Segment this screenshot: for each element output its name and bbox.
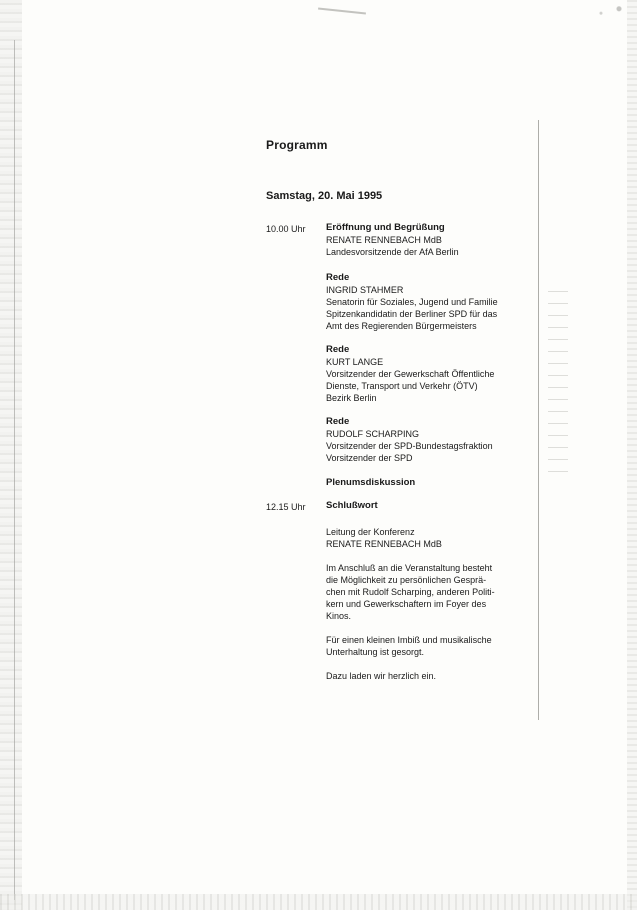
- session1-time: 10.00 Uhr: [266, 224, 306, 234]
- invitation-paragraph: [326, 670, 536, 682]
- speech1-line: Amt des Regierenden Bürgermeisters: [326, 321, 477, 331]
- program-date: Samstag, 20. Mai 1995: [266, 190, 383, 202]
- page-vertical-rule: [538, 120, 539, 720]
- opening-name: RENATE RENNEBACH MdB: [326, 235, 442, 245]
- snack-paragraph: [326, 634, 536, 658]
- invitation-line: Dazu laden wir herzlich ein.: [326, 671, 437, 681]
- speech2-block: [326, 344, 536, 404]
- chair-label: Leitung der Konferenz: [326, 527, 415, 537]
- info-line: Im Anschluß an die Veranstaltung besteht: [326, 563, 493, 573]
- info-line: Kinos.: [326, 611, 352, 621]
- speech2-line: Bezirk Berlin: [326, 393, 377, 403]
- scan-edge-bottom: [0, 894, 637, 910]
- scan-stroke: [318, 7, 366, 14]
- speech1-block: [326, 272, 536, 332]
- speech3-name: RUDOLF SCHARPING: [326, 429, 420, 439]
- info-line: chen mit Rudolf Scharping, anderen Politi-: [326, 587, 495, 597]
- speech1-heading: Rede: [326, 272, 350, 283]
- speech1-line: Senatorin für Soziales, Jugend und Familie: [326, 297, 498, 307]
- closing-heading: Schlußwort: [326, 500, 378, 511]
- speech3-line: Vorsitzender der SPD-Bundestagsfraktion: [326, 441, 493, 451]
- scan-edge-line: [14, 40, 15, 900]
- speech2-heading: Rede: [326, 344, 350, 355]
- info-line: kern und Gewerkschaftern im Foyer des: [326, 599, 487, 609]
- speech1-name: INGRID STAHMER: [326, 285, 404, 295]
- speech3-heading: Rede: [326, 416, 350, 427]
- plenary-block: [326, 477, 536, 489]
- opening-role: Landesvorsitzende der AfA Berlin: [326, 247, 459, 257]
- program-title: Programm: [266, 138, 328, 152]
- speech3-line: Vorsitzender der SPD: [326, 453, 413, 463]
- snack-line: Unterhaltung ist gesorgt.: [326, 647, 425, 657]
- scan-corner-speckle: [577, 0, 637, 22]
- closing-heading-block: [326, 500, 536, 512]
- session2-time: 12.15 Uhr: [266, 502, 306, 512]
- scan-edge-right: [627, 0, 637, 910]
- opening-block: [326, 222, 536, 258]
- speech1-line: Spitzenkandidatin der Berliner SPD für das: [326, 309, 498, 319]
- snack-line: Für einen kleinen Imbiß und musikalische: [326, 635, 492, 645]
- scan-edge-left: [0, 0, 22, 910]
- speech2-line: Vorsitzender der Gewerkschaft Öffentliche: [326, 369, 495, 379]
- opening-heading: Eröffnung und Begrüßung: [326, 222, 445, 233]
- speech2-name: KURT LANGE: [326, 357, 384, 367]
- info-paragraph: [326, 562, 536, 622]
- info-line: die Möglichkeit zu persönlichen Gesprä-: [326, 575, 487, 585]
- chair-name: RENATE RENNEBACH MdB: [326, 539, 442, 549]
- plenary-heading: Plenumsdiskussion: [326, 477, 416, 488]
- scan-speckle: [548, 280, 568, 480]
- speech2-line: Dienste, Transport und Verkehr (ÖTV): [326, 381, 478, 391]
- chair-block: [326, 526, 536, 550]
- speech3-block: [326, 416, 536, 464]
